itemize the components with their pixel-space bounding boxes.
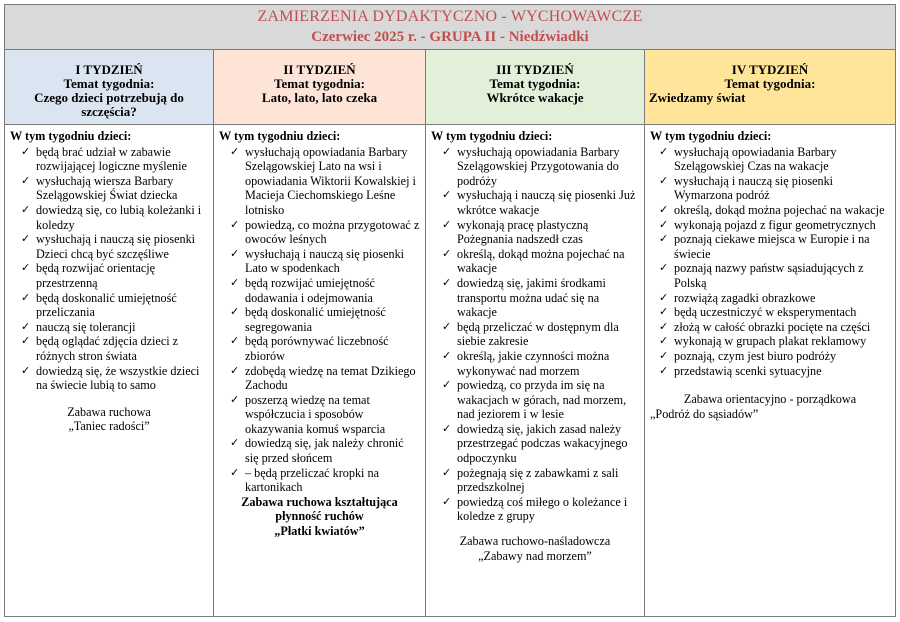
list-item [10, 364, 208, 393]
week-4-game-name: „Podróż do sąsiadów” [650, 406, 759, 421]
list-item-text: rozwiążą zagadki obrazkowe [674, 290, 816, 305]
check-icon: ✓ [21, 320, 31, 333]
check-icon: ✓ [230, 218, 240, 231]
check-icon: ✓ [659, 320, 669, 333]
list-item-text: będą porównywać liczebność zbiorów [245, 334, 389, 363]
check-icon: ✓ [659, 218, 669, 231]
week-4-topic-label: Temat tygodnia: [724, 76, 816, 91]
week-4-game-type: Zabawa orientacyjno - porządkowa [683, 392, 857, 407]
list-item [431, 349, 639, 378]
list-item-text: wykonają pracę plastyczną Pożegnania nadszedł czas [457, 217, 589, 247]
list-item-text: wysłuchają i nauczą się piosenki Lato w spodenkach [245, 246, 405, 276]
check-icon: ✓ [442, 320, 452, 333]
week-3-game-type: Zabawa ruchowo-naśladowcza [459, 534, 611, 549]
list-item [650, 203, 890, 218]
list-item [650, 218, 890, 233]
list-item [10, 334, 208, 363]
list-item-text: będą uczestniczyć w eksperymentach [674, 305, 857, 320]
list-item [219, 364, 420, 393]
check-icon: ✓ [230, 364, 240, 377]
week-3-intro: W tym tygodniu dzieci: [431, 129, 553, 143]
check-icon: ✓ [442, 495, 452, 508]
week-2-topic: Lato, lato, lato czeka [261, 90, 378, 105]
plan-title [5, 5, 895, 50]
week-1-header [5, 50, 213, 125]
list-item [10, 145, 208, 174]
check-icon: ✓ [230, 437, 240, 450]
check-icon: ✓ [659, 203, 669, 216]
list-item-text: powiedzą, co przyda im się na wakacjach w górach, nad morzem, nad jeziorem i w lesie [457, 378, 627, 422]
check-icon: ✓ [442, 145, 452, 158]
list-item-text: pożegnają się z zabawkami z sali przedszkolnej [457, 465, 619, 495]
list-item [219, 393, 420, 437]
week-4-game [650, 392, 890, 421]
list-item-text: dowiedzą się, co lubią koleżanki i koledzy [36, 202, 202, 232]
check-icon: ✓ [21, 203, 31, 216]
list-item-text: będą oglądać zdjęcia dzieci z różnych stron świata [36, 334, 179, 363]
list-item [219, 145, 420, 218]
list-item-text: wysłuchają i nauczą się piosenki Dzieci chcą być szczęśliwe [36, 232, 196, 261]
list-item [219, 218, 420, 247]
week-1-intro: W tym tygodniu dzieci: [10, 129, 132, 143]
check-icon: ✓ [442, 247, 452, 260]
week-3-topic-label: Temat tygodnia: [489, 76, 581, 91]
list-item-text: będą doskonalić umiejętność przeliczania [36, 290, 177, 320]
list-item [10, 232, 208, 261]
week-2-game-name: „Płatki kwiatów” [274, 524, 365, 539]
check-icon: ✓ [659, 233, 669, 246]
list-item [650, 305, 890, 320]
check-icon: ✓ [442, 349, 452, 362]
week-2-header [214, 50, 425, 125]
list-item-text: wysłuchają wiersza Barbary Szelągowskiej Świat dziecka [36, 173, 178, 203]
list-item-text: zdobędą wiedzę na temat Dzikiego Zachodu [245, 363, 416, 393]
check-icon: ✓ [442, 379, 452, 392]
week-1-game-type: Zabawa ruchowa [67, 404, 151, 419]
week-1-column [5, 50, 214, 616]
week-3-game [431, 534, 639, 563]
check-icon: ✓ [659, 364, 669, 377]
check-icon: ✓ [442, 189, 452, 202]
check-icon: ✓ [21, 335, 31, 348]
check-icon: ✓ [442, 218, 452, 231]
list-item [431, 276, 639, 320]
check-icon: ✓ [230, 306, 240, 319]
check-icon: ✓ [659, 145, 669, 158]
week-1-topic: Czego dzieci potrzebują do szczęścia? [34, 90, 184, 119]
list-item-text: poznają, czym jest biuro podróży [674, 348, 837, 363]
list-item-text: powiedzą coś miłego o koleżance i koledze z grupy [457, 494, 628, 524]
list-item [219, 334, 420, 363]
list-item-text: – będą przeliczać kropki na kartonikach [245, 465, 379, 495]
week-1-topic-label: Temat tygodnia: [63, 76, 155, 91]
check-icon: ✓ [21, 174, 31, 187]
check-icon: ✓ [659, 291, 669, 304]
check-icon: ✓ [21, 291, 31, 304]
week-4-column [645, 50, 895, 616]
check-icon: ✓ [230, 276, 240, 289]
check-icon: ✓ [659, 335, 669, 348]
list-item-text: wykonają w grupach plakat reklamowy [674, 334, 867, 349]
plan-table [4, 4, 896, 617]
list-item-text: wysłuchają i nauczą się piosenki Wymarzona podróż [674, 173, 834, 203]
check-icon: ✓ [21, 262, 31, 275]
week-2-game-type: Zabawa ruchowa kształtująca płynność ruchów [241, 494, 398, 524]
list-item [650, 261, 890, 290]
list-item-text: będą brać udział w zabawie rozwijającej logiczne myślenie [36, 144, 187, 174]
list-item-text: wysłuchają i nauczą się piosenki Już wkrótce wakacje [457, 188, 636, 217]
list-item [431, 378, 639, 422]
check-icon: ✓ [21, 364, 31, 377]
list-item-text: poznają ciekawe miejsca w Europie i na świecie [674, 232, 870, 261]
list-item-text: poszerzą wiedzę na temat współczucia i sposobów okazywania komuś wsparcia [245, 392, 386, 436]
list-item [10, 291, 208, 320]
list-item-text: będą doskonalić umiejętność segregowania [245, 305, 386, 334]
list-item-text: określą, dokąd można pojechać na wakacje [674, 202, 885, 217]
list-item [650, 349, 890, 364]
week-1-label: I TYDZIEŃ [75, 62, 143, 77]
week-3-game-name: „Zabawy nad morzem” [478, 548, 592, 563]
list-item [219, 305, 420, 334]
list-item [219, 247, 420, 276]
list-item [10, 320, 208, 335]
week-1-game [10, 405, 208, 434]
check-icon: ✓ [442, 422, 452, 435]
list-item-text: wysłuchają opowiadania Barbary Szelągowskiej Przygotowania do podróży [457, 144, 620, 188]
list-item-text: poznają nazwy państw sąsiadujących z Polską [674, 261, 864, 290]
list-item [650, 291, 890, 306]
list-item-text: dowiedzą się, że wszystkie dzieci na świecie lubią to samo [36, 363, 200, 393]
week-1-game-name: „Taniec radości” [68, 419, 150, 434]
week-2-topic-label: Temat tygodnia: [274, 76, 365, 91]
list-item [10, 174, 208, 203]
week-1-items [10, 145, 208, 393]
week-2-intro: W tym tygodniu dzieci: [219, 129, 341, 143]
list-item [650, 334, 890, 349]
list-item-text: będą przeliczać w dostępnym dla siebie zakresie [457, 319, 619, 349]
title-line-2: Czerwiec 2025 r. - GRUPA II - Niedźwiadki [311, 29, 589, 45]
week-4-label: IV TYDZIEŃ [731, 62, 809, 77]
list-item-text: wysłuchają opowiadania Barbary Szelągowskiej Czas na wakacje [674, 144, 837, 174]
week-4-header [645, 50, 895, 125]
week-2-game [219, 495, 420, 539]
list-item [431, 247, 639, 276]
week-4-items [650, 145, 890, 379]
list-item-text: wysłuchają opowiadania Barbary Szelągowskiej Lato na wsi i opowiadania Wiktorii Kowalskiej i Macieja Ciechomskiego Leśne lotnisko [245, 144, 416, 217]
list-item [650, 145, 890, 174]
list-item-text: dowiedzą się, jakimi środkami transportu można udać się na wakacje [457, 275, 606, 320]
title-line-1: ZAMIERZENIA DYDAKTYCZNO - WYCHOWAWCZE [257, 8, 643, 25]
list-item-text: powiedzą, co można przygotować z owoców leśnych [245, 217, 420, 247]
list-item [431, 495, 639, 524]
check-icon: ✓ [659, 306, 669, 319]
week-2-column [214, 50, 426, 616]
list-item [219, 466, 420, 495]
check-icon: ✓ [659, 349, 669, 362]
week-4-topic: Zwiedzamy świat [649, 90, 746, 105]
list-item-text: złożą w całość obrazki pocięte na części [674, 319, 871, 334]
list-item [10, 261, 208, 290]
list-item [219, 276, 420, 305]
check-icon: ✓ [230, 145, 240, 158]
week-3-topic: Wkrótce wakacje [486, 90, 584, 105]
check-icon: ✓ [21, 233, 31, 246]
list-item-text: dowiedzą się, jak należy chronić się przed słońcem [245, 436, 404, 466]
list-item [431, 466, 639, 495]
list-item-text: określą, jakie czynności można wykonywać nad morzem [457, 348, 610, 378]
list-item-text: wykonają pojazd z figur geometrycznych [674, 217, 876, 232]
list-item-text: dowiedzą się, jakich zasad należy przestrzegać podczas wakacyjnego odpoczynku [457, 421, 628, 466]
week-3-column [426, 50, 645, 616]
week-3-header [426, 50, 644, 125]
check-icon: ✓ [230, 335, 240, 348]
list-item [650, 174, 890, 203]
week-2-items [219, 145, 420, 495]
list-item [650, 320, 890, 335]
list-item [650, 364, 890, 379]
list-item-text: przedstawią scenki sytuacyjne [674, 363, 822, 378]
week-3-items [431, 145, 639, 524]
list-item-text: nauczą się tolerancji [36, 319, 136, 334]
list-item [650, 232, 890, 261]
check-icon: ✓ [230, 247, 240, 260]
list-item-text: określą, dokąd można pojechać na wakacje [457, 246, 625, 276]
check-icon: ✓ [21, 145, 31, 158]
check-icon: ✓ [659, 262, 669, 275]
check-icon: ✓ [230, 393, 240, 406]
list-item-text: będą rozwijać umiejętność dodawania i odejmowania [245, 275, 375, 305]
list-item [431, 320, 639, 349]
check-icon: ✓ [442, 276, 452, 289]
week-3-label: III TYDZIEŃ [496, 62, 574, 77]
check-icon: ✓ [659, 174, 669, 187]
week-2-label: II TYDZIEŃ [283, 62, 356, 77]
list-item [431, 218, 639, 247]
check-icon: ✓ [230, 466, 240, 479]
list-item [10, 203, 208, 232]
check-icon: ✓ [442, 466, 452, 479]
list-item [431, 145, 639, 189]
list-item [219, 436, 420, 465]
list-item [431, 422, 639, 466]
list-item [431, 188, 639, 217]
list-item-text: będą rozwijać orientację przestrzenną [36, 261, 156, 290]
week-4-intro: W tym tygodniu dzieci: [650, 129, 772, 143]
